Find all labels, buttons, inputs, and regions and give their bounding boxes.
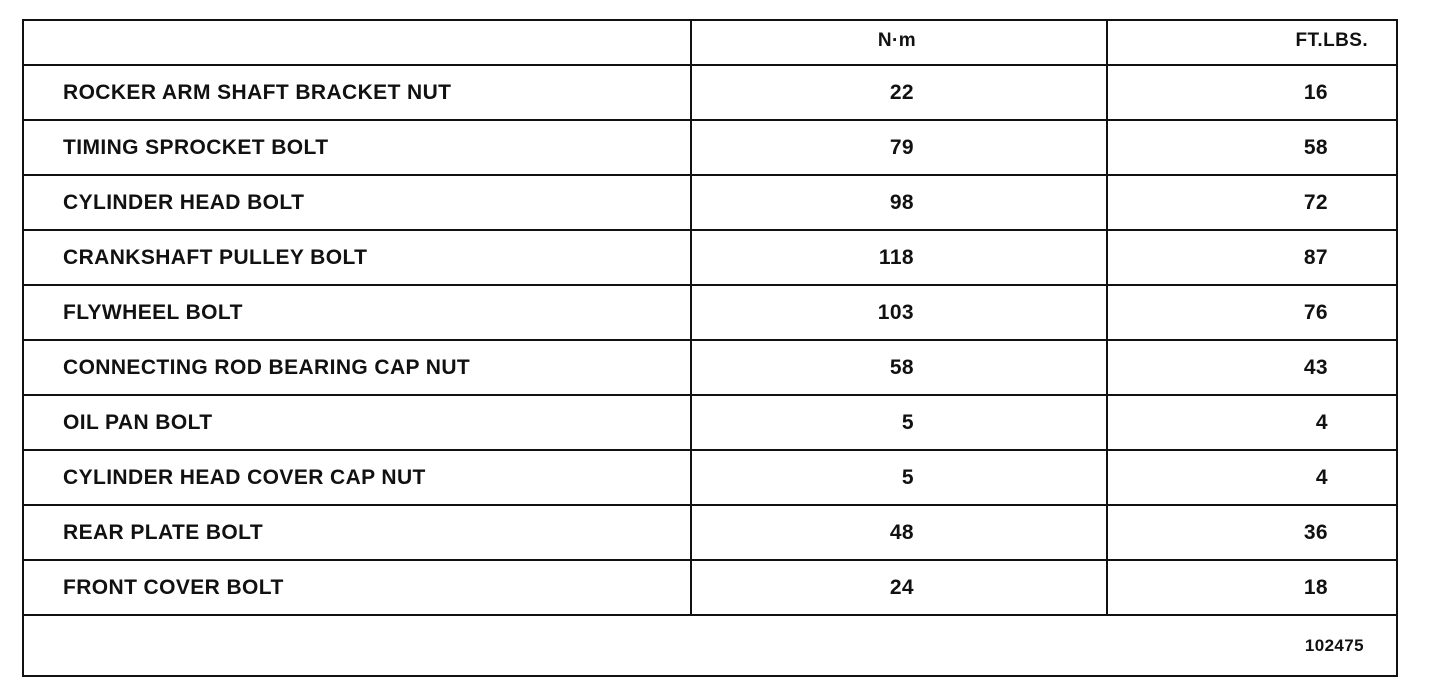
row-ftlbs-value: 4 [1107, 395, 1396, 450]
table-row [24, 175, 1396, 230]
row-item-label: FRONT COVER BOLT [24, 560, 691, 615]
table-row [24, 505, 1396, 560]
table-row [24, 65, 1396, 120]
table-row [24, 230, 1396, 285]
table-row [24, 340, 1396, 395]
figure-number: 102475 [24, 615, 1396, 660]
table-row [24, 395, 1396, 450]
table-row [24, 560, 1396, 615]
row-item-label: OIL PAN BOLT [24, 395, 691, 450]
row-ftlbs-value: 87 [1107, 230, 1396, 285]
table-row [24, 285, 1396, 340]
row-ftlbs-value: 16 [1107, 65, 1396, 120]
header-ftlbs: FT.LBS. [1107, 21, 1396, 65]
row-item-label: FLYWHEEL BOLT [24, 285, 691, 340]
table-row [24, 120, 1396, 175]
row-item-label: CRANKSHAFT PULLEY BOLT [24, 230, 691, 285]
footer-row [24, 615, 1396, 660]
row-nm-value: 5 [691, 450, 1107, 505]
row-nm-value: 48 [691, 505, 1107, 560]
row-nm-value: 5 [691, 395, 1107, 450]
row-ftlbs-value: 76 [1107, 285, 1396, 340]
row-ftlbs-value: 18 [1107, 560, 1396, 615]
torque-table [24, 21, 1396, 660]
row-item-label: ROCKER ARM SHAFT BRACKET NUT [24, 65, 691, 120]
row-nm-value: 79 [691, 120, 1107, 175]
row-ftlbs-value: 4 [1107, 450, 1396, 505]
row-ftlbs-value: 36 [1107, 505, 1396, 560]
row-ftlbs-value: 58 [1107, 120, 1396, 175]
header-item [24, 21, 691, 65]
header-row [24, 21, 1396, 65]
row-item-label: CYLINDER HEAD BOLT [24, 175, 691, 230]
row-nm-value: 24 [691, 560, 1107, 615]
row-ftlbs-value: 72 [1107, 175, 1396, 230]
row-nm-value: 98 [691, 175, 1107, 230]
row-nm-value: 118 [691, 230, 1107, 285]
row-item-label: CYLINDER HEAD COVER CAP NUT [24, 450, 691, 505]
row-item-label: CONNECTING ROD BEARING CAP NUT [24, 340, 691, 395]
header-nm: N·m [691, 21, 1107, 65]
row-ftlbs-value: 43 [1107, 340, 1396, 395]
row-item-label: TIMING SPROCKET BOLT [24, 120, 691, 175]
row-nm-value: 22 [691, 65, 1107, 120]
table-row [24, 450, 1396, 505]
row-item-label: REAR PLATE BOLT [24, 505, 691, 560]
torque-spec-table [22, 19, 1398, 677]
row-nm-value: 58 [691, 340, 1107, 395]
row-nm-value: 103 [691, 285, 1107, 340]
